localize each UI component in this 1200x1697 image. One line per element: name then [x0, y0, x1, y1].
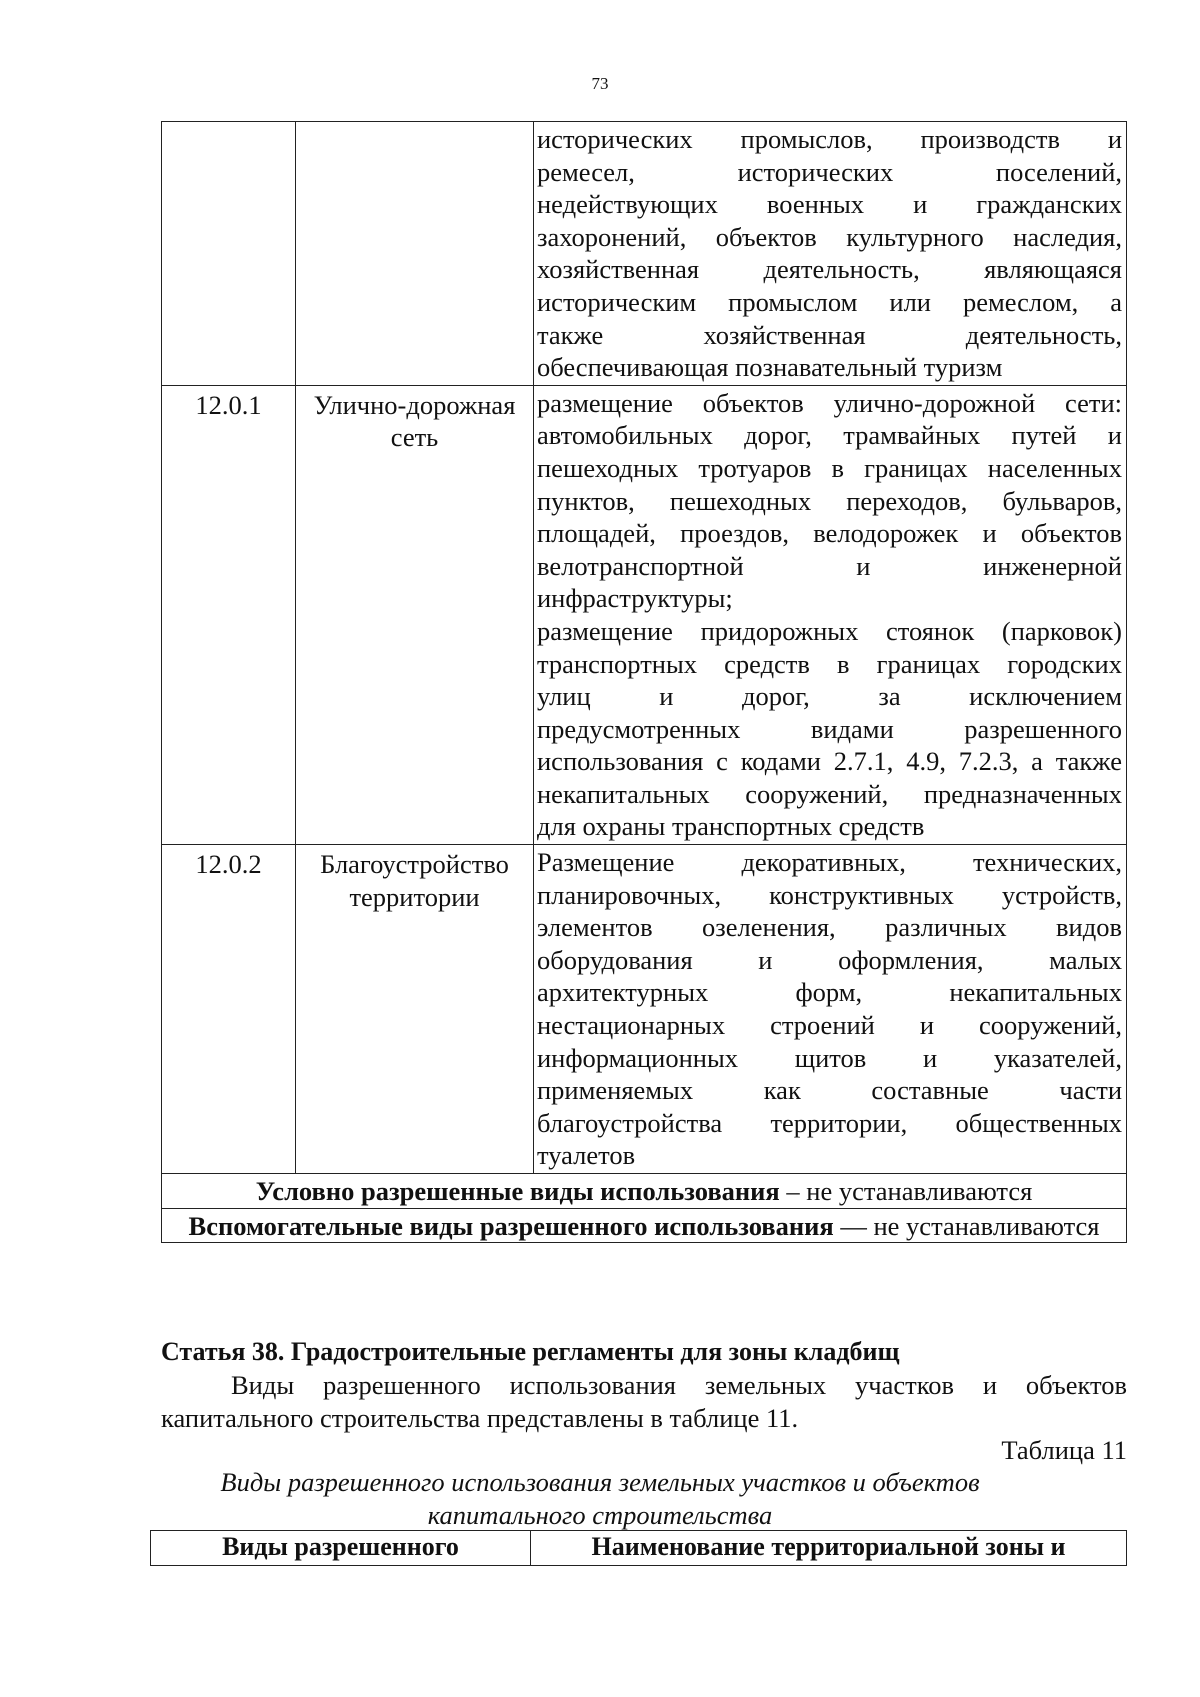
land-use-table-body — [162, 122, 1127, 1243]
description-line: транспортных средств в границах городских — [537, 648, 1122, 679]
description-line: исторических промыслов, производств и — [537, 124, 1122, 154]
table-11 — [150, 1530, 1127, 1566]
description-line: хозяйственная деятельность, являющаяся — [537, 254, 1122, 285]
description-line: захоронений, объектов культурного наследия, — [537, 221, 1122, 252]
description-line: нестационарных строений и сооружений, — [537, 1010, 1122, 1041]
page-number: 73 — [591, 74, 609, 93]
code-cell: 12.0.1 — [162, 385, 296, 844]
article-paragraph: Виды разрешенного использования земельных участков и объектов капитального строительства представлены в таблице 11. — [161, 1370, 1127, 1433]
auxiliary-uses-row — [162, 1208, 1127, 1243]
description-line: недействующих военных и гражданских — [537, 189, 1122, 220]
table-label: Таблица 11 — [1001, 1435, 1127, 1465]
table-header-row — [151, 1531, 1127, 1566]
table-row — [162, 385, 1127, 844]
auxiliary-uses-status: — не устанавливаются — [833, 1210, 1100, 1241]
description-line: улиц и дорог, за исключением — [537, 681, 1122, 712]
description-line: применяемых как составные части — [537, 1075, 1122, 1106]
description-line: пешеходных тротуаров в границах населенных — [537, 452, 1122, 483]
description-line: площадей, проездов, велодорожек и объектов — [537, 518, 1122, 549]
table-header-cell: Наименование территориальной зоны и — [531, 1531, 1127, 1566]
description-line: использования с кодами 2.7.1, 4.9, 7.2.3, а также — [537, 746, 1122, 777]
description-line: размещение объектов улично-дорожной сети: — [537, 387, 1122, 418]
table-header-cell: Виды разрешенного — [151, 1531, 531, 1566]
table-caption — [0, 1466, 1200, 1531]
conditional-uses-title: Условно разрешенные виды использования — [255, 1176, 780, 1206]
description-cell — [534, 845, 1127, 1174]
description-line: автомобильных дорог, трамвайных путей и — [537, 420, 1122, 451]
description-line: некапитальных сооружений, предназначенных — [537, 778, 1122, 809]
table-row — [162, 122, 1127, 386]
description-line: благоустройства территории, общественных — [537, 1107, 1122, 1138]
description-cell — [534, 122, 1127, 386]
description-line: Размещение декоративных, технических, — [537, 847, 1122, 878]
table-row — [162, 1208, 1127, 1243]
table-row — [162, 845, 1127, 1174]
description-line: велотранспортной и инженерной — [537, 550, 1122, 581]
table-caption-line: капитального строительства — [427, 1499, 773, 1530]
description-line: инфраструктуры; — [537, 583, 733, 614]
description-line: пунктов, пешеходных переходов, бульваров, — [537, 485, 1122, 516]
description-line: историческим промыслом или ремеслом, а — [537, 286, 1122, 317]
description-line: ремесел, исторических поселений, — [537, 156, 1122, 187]
article-heading: Статья 38. Градостроительные регламенты для зоны кладбищ — [161, 1337, 900, 1366]
description-line: предусмотренных видами разрешенного — [537, 713, 1122, 744]
description-line: архитектурных форм, некапитальных — [537, 977, 1122, 1008]
code-cell — [162, 122, 296, 386]
description-line: планировочных, конструктивных устройств, — [537, 879, 1122, 910]
code-cell: 12.0.2 — [162, 845, 296, 1174]
auxiliary-uses-title: Вспомогательные виды разрешенного использования — [188, 1210, 834, 1241]
description-line: информационных щитов и указателей, — [537, 1042, 1122, 1073]
name-cell: Благоустройство территории — [296, 845, 534, 1174]
description-line: обеспечивающая познавательный туризм — [537, 352, 1003, 383]
name-cell — [296, 122, 534, 386]
description-line: также хозяйственная деятельность, — [537, 319, 1122, 350]
name-cell: Улично-дорожная сеть — [296, 385, 534, 844]
description-line: для охраны транспортных средств — [537, 811, 925, 842]
description-line: туалетов — [537, 1140, 636, 1171]
table-caption-line: Виды разрешенного использования земельных участков и объектов — [220, 1467, 980, 1497]
conditional-uses-status: – не устанавливаются — [779, 1176, 1033, 1206]
table-row — [162, 1174, 1127, 1209]
conditional-uses-row — [162, 1174, 1127, 1209]
description-line: элементов озеленения, различных видов — [537, 912, 1122, 943]
description-line: оборудования и оформления, малых — [537, 944, 1122, 975]
description-cell — [534, 385, 1127, 844]
description-line: размещение придорожных стоянок (парковок) — [537, 615, 1122, 646]
land-use-table — [161, 121, 1127, 1243]
